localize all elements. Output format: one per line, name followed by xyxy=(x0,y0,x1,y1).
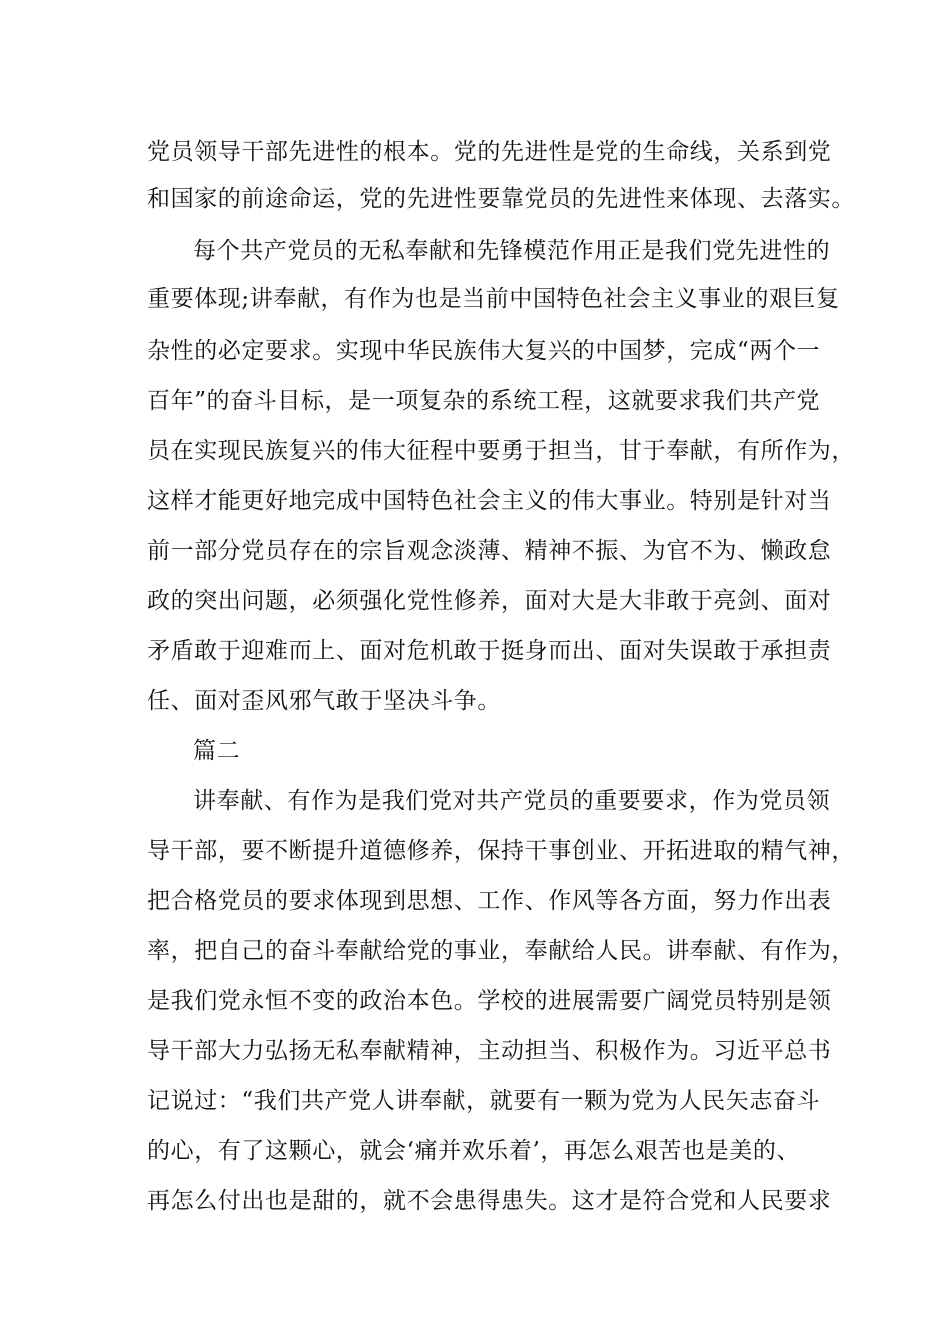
text-line: 的心，有了这颗心，就会‘痛并欢乐着’，再怎么艰苦也是美的、 xyxy=(147,1138,801,1164)
text-line: 杂性的必定要求。实现中华民族伟大复兴的中国梦，完成“两个一 xyxy=(147,338,821,364)
text-line: 和国家的前途命运，党的先进性要靠党员的先进性来体现、去落实。 xyxy=(147,186,855,212)
paragraph-start-line: 讲奉献、有作为是我们党对共产党员的重要要求，作为党员领 xyxy=(193,788,831,814)
text-line: 导干部，要不断提升道德修养，保持干事创业、开拓进取的精气神， xyxy=(147,838,855,864)
text-line: 率，把自己的奋斗奉献给党的事业，奉献给人民。讲奉献、有作为， xyxy=(147,938,855,964)
text-line: 重要体现;讲奉献，有作为也是当前中国特色社会主义事业的艰巨复 xyxy=(147,286,840,312)
section-heading: 篇二 xyxy=(193,738,241,764)
paragraph-start-line: 每个共产党员的无私奉献和先锋模范作用正是我们党先进性的 xyxy=(193,238,831,264)
text-line: 导干部大力弘扬无私奉献精神，主动担当、积极作为。习近平总书 xyxy=(147,1038,832,1064)
text-line: 党员领导干部先进性的根本。党的先进性是党的生命线，关系到党 xyxy=(147,139,832,165)
text-line: 政的突出问题，必须强化党性修养，面对大是大非敢于亮剑、面对 xyxy=(147,588,832,614)
text-line: 再怎么付出也是甜的，就不会患得患失。这才是符合党和人民要求 xyxy=(147,1188,832,1214)
text-line: 记说过：“我们共产党人讲奉献，就要有一颗为党为人民矢志奋斗 xyxy=(147,1088,821,1114)
text-line: 矛盾敢于迎难而上、面对危机敢于挺身而出、面对失误敢于承担责 xyxy=(147,638,832,664)
text-line: 员在实现民族复兴的伟大征程中要勇于担当，甘于奉献，有所作为， xyxy=(147,438,855,464)
text-line: 百年”的奋斗目标，是一项复杂的系统工程，这就要求我们共产党 xyxy=(147,388,821,414)
text-line: 前一部分党员存在的宗旨观念淡薄、精神不振、为官不为、懒政怠 xyxy=(147,538,832,564)
text-line: 任、面对歪风邪气敢于坚决斗争。 xyxy=(147,688,501,714)
text-line: 这样才能更好地完成中国特色社会主义的伟大事业。特别是针对当 xyxy=(147,488,832,514)
text-line: 把合格党员的要求体现到思想、工作、作风等各方面，努力作出表 xyxy=(147,888,832,914)
text-line: 是我们党永恒不变的政治本色。学校的进展需要广阔党员特别是领 xyxy=(147,988,832,1014)
